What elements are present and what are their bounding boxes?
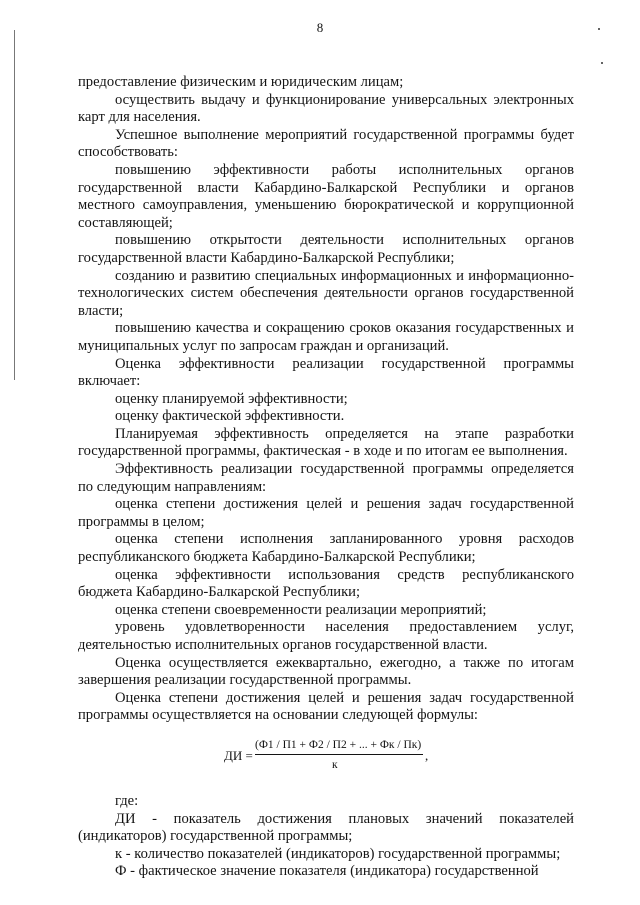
scan-speck xyxy=(598,28,600,30)
paragraph: повышению качества и сокращению сроков оказания государственных и муниципальных услуг по запросам граждан и организаций. xyxy=(78,320,574,354)
paragraph: Планируемая эффективность определяется на этапе разработки государственной программы, фактическая - в ходе и по итогам ее выполнения. xyxy=(78,425,574,460)
document-body xyxy=(78,74,574,881)
paragraph: оценку планируемой эффективности; xyxy=(115,390,348,407)
formula-lhs: ДИ = xyxy=(224,747,253,763)
formula-numerator: (Ф1 / П1 + Ф2 / П2 + ... + Фк / Пк) xyxy=(255,738,422,751)
formula-comma: , xyxy=(425,747,429,763)
paragraph-list xyxy=(78,74,574,725)
page-number: 8 xyxy=(316,20,324,35)
paragraph: где: xyxy=(115,792,139,809)
paragraph: Ф - фактическое значение показателя (индикатора) государственной xyxy=(115,863,539,880)
paragraph: оценка степени исполнения запланированного уровня расходов республиканского бюджета Кабардино-Балкарской Республики; xyxy=(78,531,574,566)
paragraph: Успешное выполнение мероприятий государственной программы будет способствовать: xyxy=(78,126,574,161)
paragraph: оценка эффективности использования средств республиканского бюджета Кабардино-Балкарской Республики; xyxy=(78,566,574,601)
paragraph: созданию и развитию специальных информационных и информационно-технологических систем обеспечения деятельности органов государственной власти; xyxy=(78,267,574,319)
paragraph: уровень удовлетворенности населения предоставлением услуг, деятельностью исполнительных органов государственной власти. xyxy=(78,619,574,653)
paragraph: Оценка осуществляется ежеквартально, ежегодно, а также по итогам завершения реализации государственной программы. xyxy=(78,654,574,689)
paragraph: оценка степени достижения целей и решения задач государственной программы в целом; xyxy=(78,496,574,530)
formula xyxy=(78,735,574,793)
paragraph: к - количество показателей (индикаторов) государственной программы; xyxy=(115,845,561,862)
definitions-list xyxy=(78,793,574,881)
scan-speck xyxy=(601,62,603,64)
paragraph: Оценка эффективности реализации государственной программы включает: xyxy=(78,355,574,390)
paragraph: осуществить выдачу и функционирование универсальных электронных карт для населения. xyxy=(78,91,574,126)
fraction-bar xyxy=(255,754,423,755)
paragraph: предоставление физическим и юридическим лицам; xyxy=(78,74,404,90)
paragraph: Оценка степени достижения целей и решения задач государственной программы осуществляется на основании следующей формулы: xyxy=(78,689,574,724)
paragraph: Эффективность реализации государственной программы определяется по следующим направлениям: xyxy=(78,461,574,495)
formula-denominator: к xyxy=(332,758,338,771)
paragraph: оценку фактической эффективности. xyxy=(115,408,345,425)
paragraph: повышению открытости деятельности исполнительных органов государственной власти Кабардино-Балкарской Республики; xyxy=(78,232,574,266)
scan-margin-line xyxy=(14,30,15,380)
paragraph: оценка степени своевременности реализации мероприятий; xyxy=(115,601,487,618)
paragraph: ДИ - показатель достижения плановых значений показателей (индикаторов) государственной программы; xyxy=(78,810,574,845)
paragraph: повышению эффективности работы исполнительных органов государственной власти Кабардино-Балкарской Республики и органов местного самоуправления, уменьшению бюрократической и коррупционной составляющей; xyxy=(78,161,574,231)
